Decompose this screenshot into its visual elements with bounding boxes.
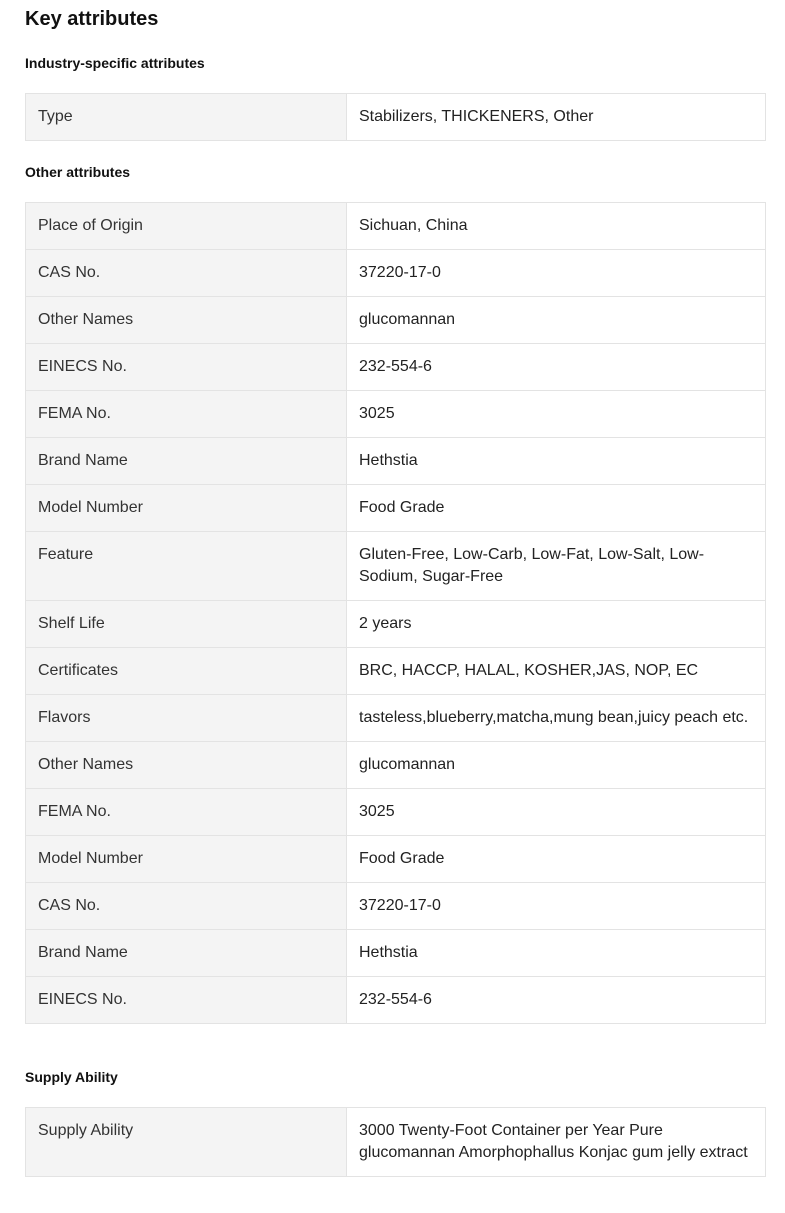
attribute-key: Other Names <box>26 297 347 344</box>
page-title: Key attributes <box>25 8 159 30</box>
attribute-key: Feature <box>26 532 347 601</box>
other-attributes-heading: Other attributes <box>25 164 131 180</box>
attribute-value: 3000 Twenty-Foot Container per Year Pure glucomannan Amorphophallus Konjac gum jelly extract <box>347 1108 766 1177</box>
attribute-row <box>26 532 766 601</box>
supply-ability-heading: Supply Ability <box>25 1069 118 1085</box>
industry-specific-heading: Industry-specific attributes <box>25 55 205 71</box>
supply-ability-table <box>25 1107 766 1177</box>
attribute-key: Flavors <box>26 695 347 742</box>
attribute-value: Gluten-Free, Low-Carb, Low-Fat, Low-Salt, Low-Sodium, Sugar-Free <box>347 532 766 601</box>
attribute-value: 232-554-6 <box>347 344 766 391</box>
attribute-key: Brand Name <box>26 438 347 485</box>
attribute-row <box>26 930 766 977</box>
attribute-row <box>26 485 766 532</box>
attribute-value: Sichuan, China <box>347 203 766 250</box>
attribute-key: FEMA No. <box>26 391 347 438</box>
attribute-key: Certificates <box>26 648 347 695</box>
attribute-value: 37220-17-0 <box>347 883 766 930</box>
attribute-key: Shelf Life <box>26 601 347 648</box>
attribute-row <box>26 1108 766 1177</box>
attribute-value: tasteless,blueberry,matcha,mung bean,juicy peach etc. <box>347 695 766 742</box>
attribute-value: Hethstia <box>347 930 766 977</box>
attribute-key: Place of Origin <box>26 203 347 250</box>
attribute-value: 2 years <box>347 601 766 648</box>
attribute-key: Brand Name <box>26 930 347 977</box>
industry-specific-table <box>25 93 766 141</box>
attribute-key: Model Number <box>26 485 347 532</box>
attribute-row <box>26 977 766 1024</box>
attribute-value: 232-554-6 <box>347 977 766 1024</box>
attribute-row <box>26 695 766 742</box>
attribute-row <box>26 250 766 297</box>
attribute-key: Type <box>26 94 347 141</box>
attribute-row <box>26 789 766 836</box>
attribute-row <box>26 344 766 391</box>
attribute-row <box>26 94 766 141</box>
attribute-row <box>26 648 766 695</box>
attribute-row <box>26 742 766 789</box>
attribute-row <box>26 203 766 250</box>
attribute-key: Other Names <box>26 742 347 789</box>
attribute-key: CAS No. <box>26 883 347 930</box>
attribute-value: Food Grade <box>347 836 766 883</box>
attribute-row <box>26 836 766 883</box>
attribute-value: glucomannan <box>347 297 766 344</box>
attribute-key: FEMA No. <box>26 789 347 836</box>
attribute-value: BRC, HACCP, HALAL, KOSHER,JAS, NOP, EC <box>347 648 766 695</box>
attribute-value: 3025 <box>347 391 766 438</box>
attribute-value: 37220-17-0 <box>347 250 766 297</box>
attribute-row <box>26 438 766 485</box>
attribute-key: Model Number <box>26 836 347 883</box>
attribute-value: Food Grade <box>347 485 766 532</box>
attribute-key: EINECS No. <box>26 344 347 391</box>
attribute-row <box>26 601 766 648</box>
attribute-row <box>26 883 766 930</box>
attribute-row <box>26 391 766 438</box>
attribute-value: Stabilizers, THICKENERS, Other <box>347 94 766 141</box>
attribute-value: glucomannan <box>347 742 766 789</box>
attribute-value: Hethstia <box>347 438 766 485</box>
attribute-key: Supply Ability <box>26 1108 347 1177</box>
attribute-key: CAS No. <box>26 250 347 297</box>
attribute-value: 3025 <box>347 789 766 836</box>
attribute-key: EINECS No. <box>26 977 347 1024</box>
other-attributes-table <box>25 202 766 1024</box>
attribute-row <box>26 297 766 344</box>
